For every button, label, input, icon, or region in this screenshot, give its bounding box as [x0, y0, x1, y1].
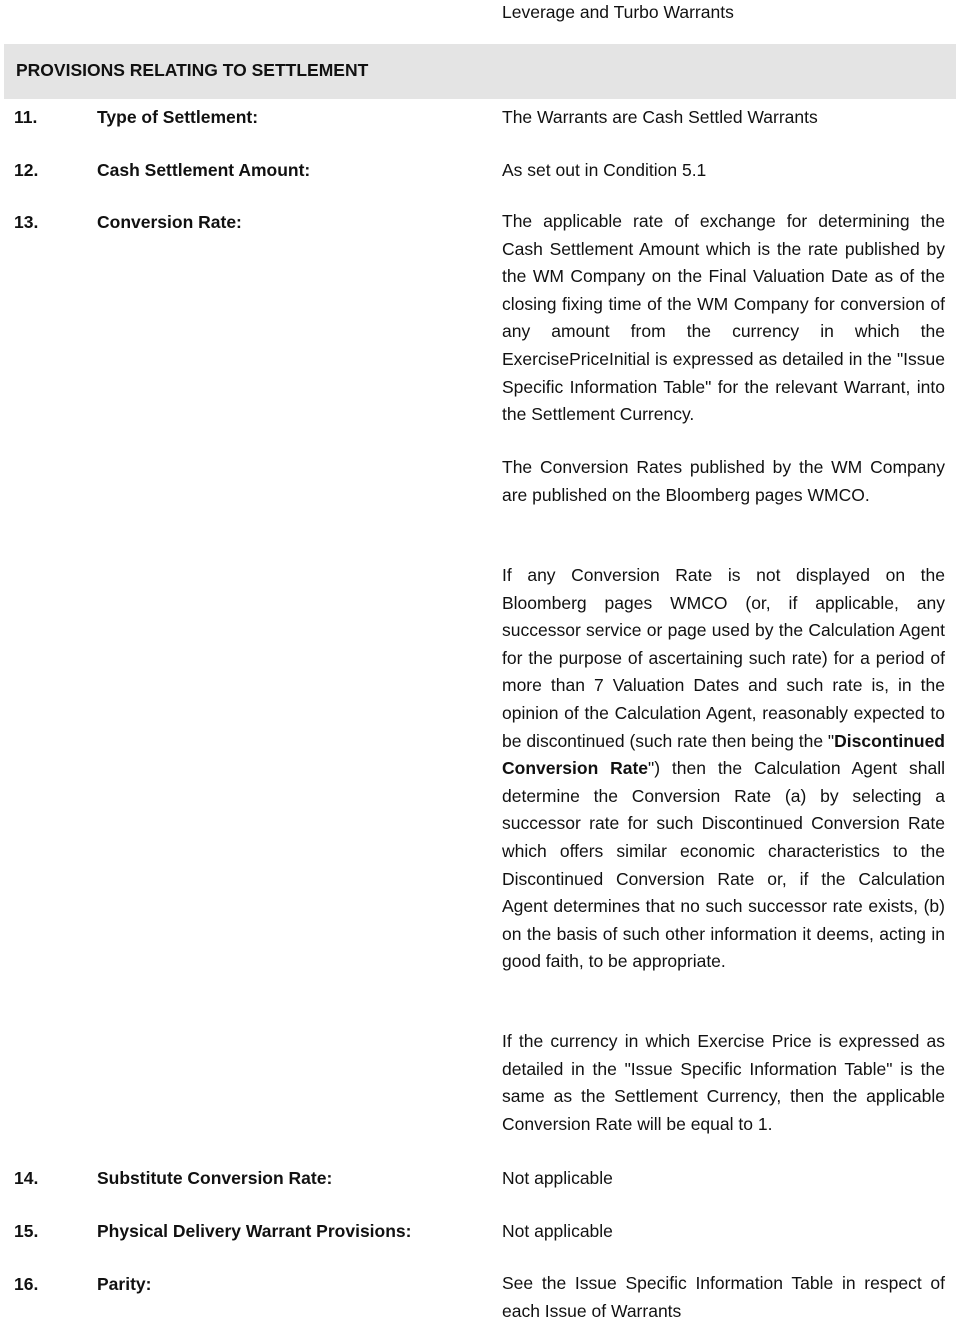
- section-header-band: [4, 44, 956, 99]
- conversion-rate-paragraph-3: [502, 562, 945, 976]
- provision-label: Physical Delivery Warrant Provisions:: [97, 1221, 412, 1241]
- conversion-rate-paragraph-4: If the currency in which Exercise Price is expressed as detailed in the "Issue Specific Information Table" is the same as the Settlement Currency, then the applicable Conversion Rate will be equal to 1.: [502, 1031, 945, 1134]
- provision-label: Substitute Conversion Rate:: [97, 1168, 333, 1188]
- provision-number: 16.: [14, 1274, 39, 1294]
- provision-label: Cash Settlement Amount:: [97, 160, 311, 180]
- paragraph-text-before: If any Conversion Rate is not displayed on the Bloomberg pages WMCO (or, if applicable, any successor service or page used by the Calculation Agent for the purpose of ascertaining such rate) for a period of more than 7 Valuation Dates and such rate is, in the opinion of the Calculation Agent, reasonably expected to be discontinued (such rate then being the ": [502, 565, 945, 751]
- section-title: PROVISIONS RELATING TO SETTLEMENT: [16, 60, 369, 80]
- paragraph-text-after: ") then the Calculation Agent shall determine the Conversion Rate (a) by selecting a successor rate for such Discontinued Conversion Rate which offers similar economic characteristics to the Discontinued Conversion Rate or, if the Calculation Agent determines that no such successor rate exists, (b) on the basis of such other information it deems, acting in good faith, to be appropriate.: [502, 758, 946, 972]
- provision-number: 14.: [14, 1168, 39, 1188]
- provision-value: Not applicable: [502, 1221, 613, 1241]
- provision-number: 11.: [14, 107, 38, 127]
- provision-label: Type of Settlement:: [97, 107, 259, 127]
- defined-term: Discontinued Conversion Rate: [502, 730, 945, 779]
- provision-value: Not applicable: [502, 1168, 613, 1188]
- conversion-rate-paragraph-1: The applicable rate of exchange for determining the Cash Settlement Amount which is the rate published by the WM Company on the Final Valuation Date as of the closing fixing time of the WM Company for conversion of any amount from the currency in which the ExercisePriceInitial is expressed as detailed in the "Issue Specific Information Table" for the relevant Warrant, into the Settlement Currency.: [502, 211, 945, 425]
- provision-value: The Warrants are Cash Settled Warrants: [502, 107, 818, 127]
- parity-value: See the Issue Specific Information Table in respect of each Issue of Warrants: [502, 1273, 945, 1321]
- provision-number: 13.: [14, 212, 39, 232]
- provision-number: 12.: [14, 160, 39, 180]
- provision-label: Conversion Rate:: [97, 212, 242, 232]
- provision-label: Parity:: [97, 1274, 152, 1294]
- page-header-title: Leverage and Turbo Warrants: [502, 2, 734, 22]
- provision-number: 15.: [14, 1221, 39, 1241]
- conversion-rate-paragraph-2: The Conversion Rates published by the WM Company are published on the Bloomberg pages WMCO.: [502, 457, 945, 505]
- provision-value: As set out in Condition 5.1: [502, 160, 707, 180]
